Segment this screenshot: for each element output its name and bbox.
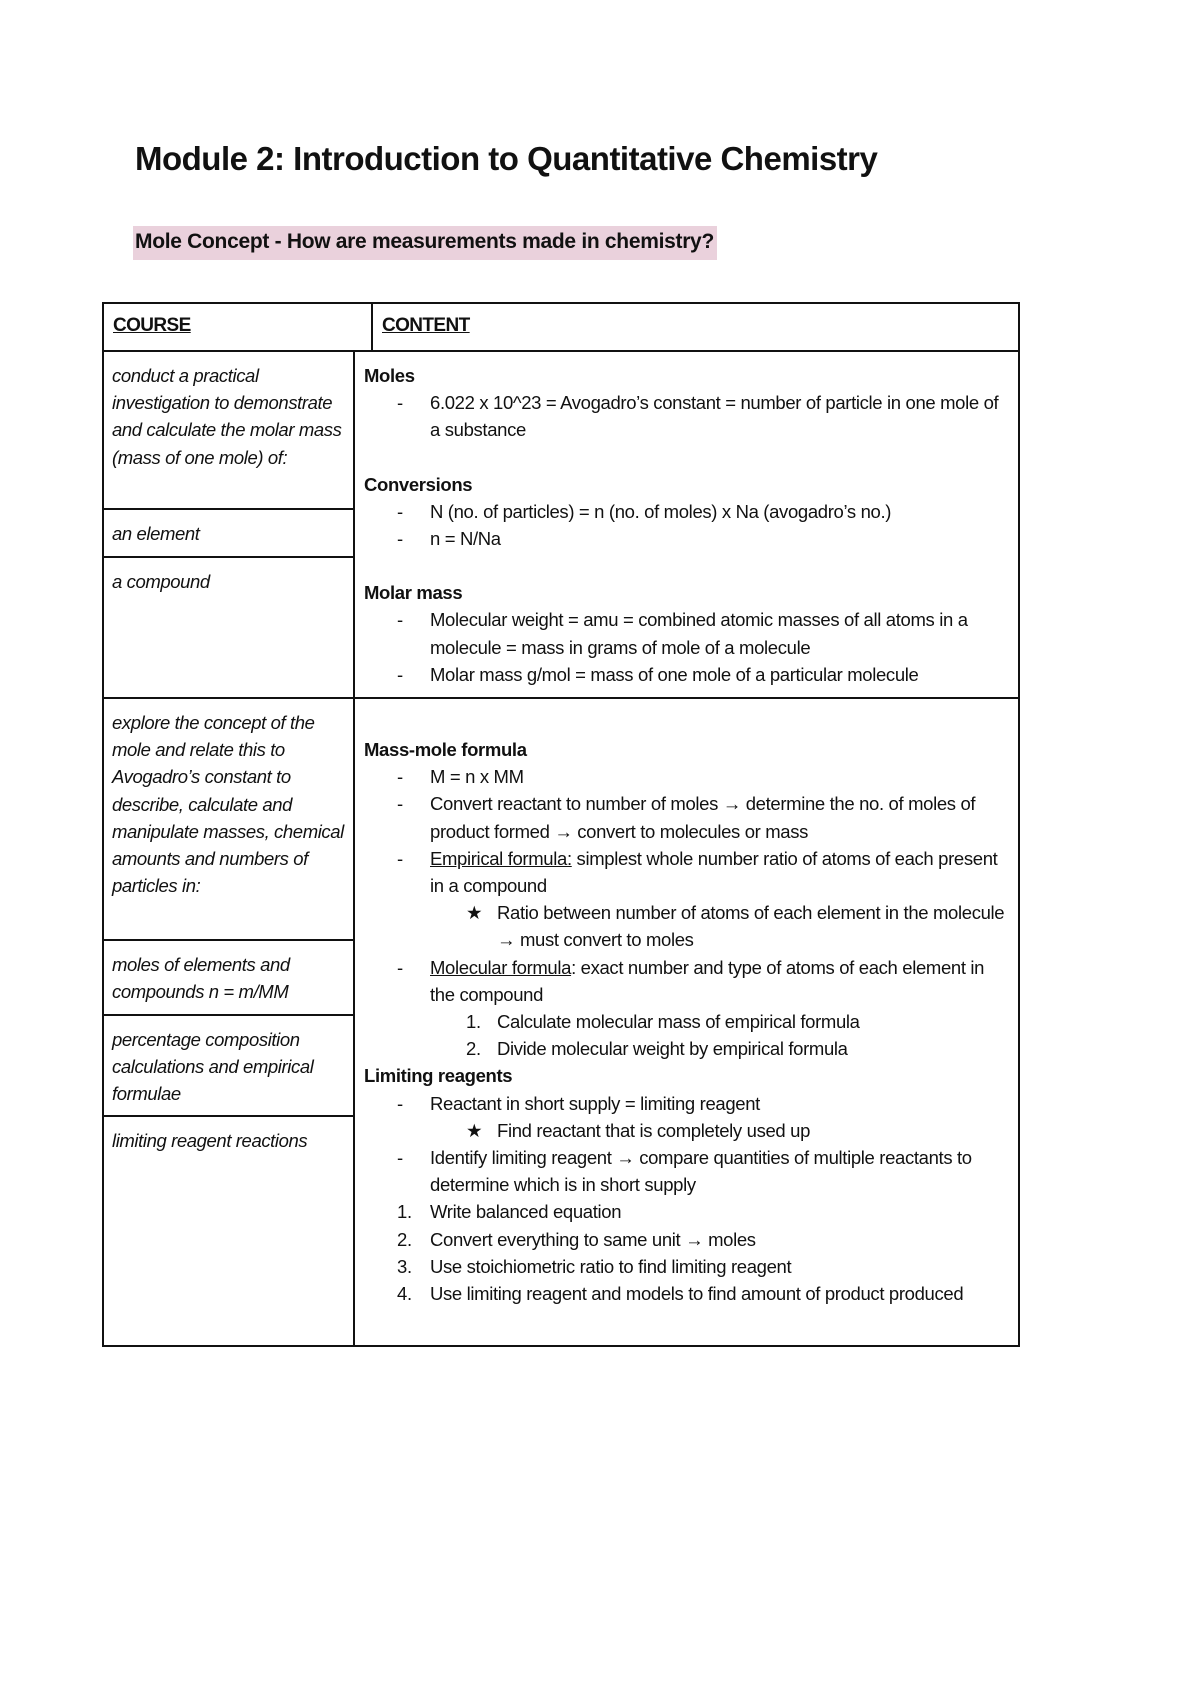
course-item: a compound (104, 556, 353, 697)
course-cell (104, 352, 355, 697)
content-line (364, 763, 1010, 790)
line-text: Identify limiting reagent → compare quantities of multiple reactants to determine which is in short supply (430, 1147, 972, 1196)
list-number: 2. (397, 1228, 412, 1250)
star-bullet-icon: ★ (466, 902, 483, 924)
line-text: Reactant in short supply = limiting reagent (430, 1092, 760, 1114)
line-text: simplest whole number ratio of atoms of each present in a compound (430, 847, 998, 897)
line-text: Calculate molecular mass of empirical formula (497, 1011, 860, 1033)
content-line (364, 1253, 1010, 1280)
header-course: COURSE (104, 304, 373, 350)
content-line (364, 1144, 1010, 1198)
content-line (364, 899, 1010, 953)
line-text: Find reactant that is completely used up (497, 1119, 811, 1141)
course-item: an element (104, 508, 353, 556)
line-text: Convert reactant to number of moles → determine the no. of moles of product formed → convert to molecules or mass (430, 793, 976, 842)
content-line (364, 1035, 1010, 1062)
course-item: explore the concept of the mole and relate this to Avogadro’s constant to describe, calculate and manipulate masses, chemical amounts and numbers of particles in: (112, 712, 344, 897)
content-cell (355, 352, 1018, 697)
section-heading: Mole Concept - How are measurements made in chemistry? (133, 226, 717, 260)
content-line (364, 498, 1010, 525)
spacer (364, 552, 1010, 579)
star-bullet-icon: ★ (466, 1119, 483, 1141)
content-line (364, 1090, 1010, 1117)
course-item: conduct a practical investigation to demonstrate and calculate the molar mass (mass of one mole) of: (112, 365, 342, 468)
line-text: Use limiting reagent and models to find amount of product produced (430, 1283, 964, 1305)
line-text: Ratio between number of atoms of each element in the molecule → must convert to moles (497, 902, 1005, 951)
line-text: 6.022 x 10^23 = Avogadro’s constant = number of particle in one mole of a substance (430, 392, 999, 441)
line-text: Molar mass g/mol = mass of one mole of a particular molecule (430, 663, 919, 685)
content-line (364, 606, 1010, 660)
line-text: Molar mass (364, 582, 463, 604)
spacer (364, 444, 1010, 471)
list-number: 1. (466, 1011, 481, 1033)
table-row (104, 697, 1018, 1345)
list-number: 4. (397, 1283, 412, 1305)
header-content: CONTENT (382, 315, 470, 336)
line-text: N (no. of particles) = n (no. of moles) x Na (avogadro’s no.) (430, 500, 892, 522)
content-line (364, 954, 1010, 1008)
line-text: : exact number and type of atoms of each element in the compound (430, 956, 985, 1005)
course-item: percentage composition calculations and empirical formulae (104, 1014, 353, 1115)
line-text: M = n x MM (430, 766, 524, 788)
content-line (364, 790, 1010, 844)
content-line (364, 1226, 1010, 1253)
line-text: n = N/Na (430, 528, 501, 550)
course-item: limiting reagent reactions (104, 1115, 353, 1345)
content-line (364, 1008, 1010, 1035)
table-header-row (104, 304, 1018, 350)
line-text: Moles (364, 365, 415, 386)
content-heading (364, 736, 1010, 763)
page-title: Module 2: Introduction to Quantitative Chemistry (135, 140, 878, 177)
content-heading (364, 1062, 1010, 1089)
content-heading (364, 579, 1010, 606)
line-text: Conversions (364, 473, 473, 495)
spacer (364, 709, 1010, 736)
content-line (364, 525, 1010, 552)
term-label: Empirical formula: (430, 847, 572, 869)
line-text: Mass-mole formula (364, 739, 527, 760)
line-text: Molecular weight = amu = combined atomic masses of all atoms in a molecule = mass in grams of mole of a molecule (430, 609, 968, 658)
line-text: Limiting reagents (364, 1065, 513, 1087)
line-text: Convert everything to same unit → moles (430, 1228, 756, 1250)
table-row (104, 350, 1018, 697)
course-item: moles of elements and compounds n = m/MM (104, 939, 353, 1014)
line-text: Use stoichiometric ratio to find limiting reagent (430, 1255, 792, 1277)
content-heading (364, 362, 1010, 389)
content-line (364, 661, 1010, 688)
content-heading (364, 471, 1010, 498)
content-line (364, 389, 1010, 443)
content-cell (355, 699, 1018, 1345)
content-line (364, 845, 1010, 899)
term-label: Molecular formula (430, 956, 572, 978)
list-number: 3. (397, 1255, 412, 1277)
course-cell (104, 699, 355, 1345)
content-line (364, 1198, 1010, 1225)
content-line (364, 1280, 1010, 1307)
content-line (364, 1117, 1010, 1144)
syllabus-table (102, 302, 1020, 1347)
line-text: Divide molecular weight by empirical formula (497, 1038, 848, 1060)
list-number: 2. (466, 1038, 481, 1060)
list-number: 1. (397, 1201, 412, 1223)
line-text: Write balanced equation (430, 1201, 622, 1223)
